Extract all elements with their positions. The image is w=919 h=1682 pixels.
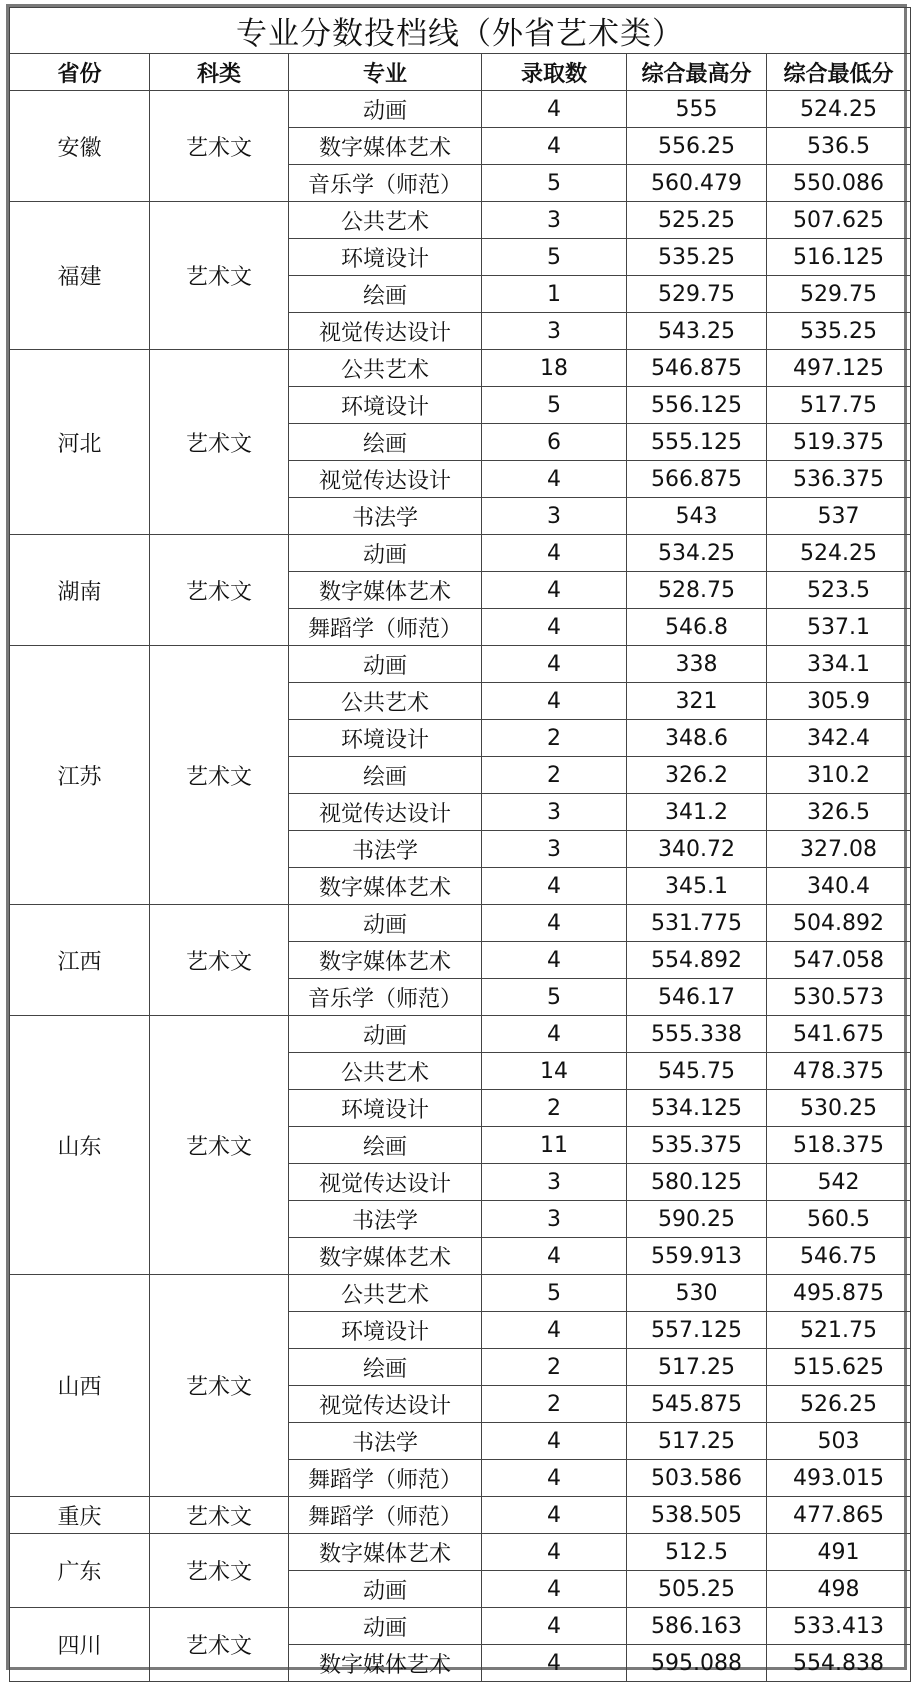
max-score-cell: 326.2 — [627, 757, 767, 794]
category-cell: 艺术文 — [150, 91, 289, 202]
min-score-cell: 504.892 — [767, 905, 911, 942]
max-score-cell: 321 — [627, 683, 767, 720]
table-row — [10, 202, 911, 239]
major-cell: 公共艺术 — [289, 1053, 482, 1090]
min-score-cell: 516.125 — [767, 239, 911, 276]
admitted-cell: 2 — [482, 1349, 627, 1386]
max-score-cell: 560.479 — [627, 165, 767, 202]
min-score-cell: 326.5 — [767, 794, 911, 831]
table-row — [10, 91, 911, 128]
province-cell: 四川 — [10, 1608, 150, 1682]
major-cell: 数字媒体艺术 — [289, 572, 482, 609]
header-row — [10, 54, 911, 91]
admitted-cell: 18 — [482, 350, 627, 387]
min-score-cell: 503 — [767, 1423, 911, 1460]
category-cell: 艺术文 — [150, 1275, 289, 1497]
max-score-cell: 555.338 — [627, 1016, 767, 1053]
major-cell: 书法学 — [289, 498, 482, 535]
admitted-cell: 5 — [482, 165, 627, 202]
category-cell: 艺术文 — [150, 202, 289, 350]
max-score-cell: 590.25 — [627, 1201, 767, 1238]
admitted-cell: 5 — [482, 1275, 627, 1312]
min-score-cell: 523.5 — [767, 572, 911, 609]
table-row — [10, 1608, 911, 1645]
min-score-cell: 536.375 — [767, 461, 911, 498]
max-score-cell: 546.17 — [627, 979, 767, 1016]
admitted-cell: 4 — [482, 1571, 627, 1608]
admitted-cell: 3 — [482, 313, 627, 350]
min-score-cell: 535.25 — [767, 313, 911, 350]
admitted-cell: 4 — [482, 1534, 627, 1571]
province-cell: 山西 — [10, 1275, 150, 1497]
max-score-cell: 534.125 — [627, 1090, 767, 1127]
max-score-cell: 557.125 — [627, 1312, 767, 1349]
admitted-cell: 4 — [482, 461, 627, 498]
major-cell: 书法学 — [289, 1423, 482, 1460]
max-score-cell: 531.775 — [627, 905, 767, 942]
major-cell: 视觉传达设计 — [289, 461, 482, 498]
min-score-cell: 477.865 — [767, 1497, 911, 1534]
max-score-cell: 556.125 — [627, 387, 767, 424]
min-score-cell: 495.875 — [767, 1275, 911, 1312]
province-cell: 湖南 — [10, 535, 150, 646]
max-score-cell: 517.25 — [627, 1349, 767, 1386]
major-cell: 公共艺术 — [289, 683, 482, 720]
header-major: 专业 — [289, 54, 482, 91]
max-score-cell: 338 — [627, 646, 767, 683]
min-score-cell: 547.058 — [767, 942, 911, 979]
major-cell: 绘画 — [289, 1349, 482, 1386]
min-score-cell: 530.573 — [767, 979, 911, 1016]
min-score-cell: 550.086 — [767, 165, 911, 202]
min-score-cell: 524.25 — [767, 535, 911, 572]
table-row — [10, 1016, 911, 1053]
admitted-cell: 4 — [482, 535, 627, 572]
province-cell: 重庆 — [10, 1497, 150, 1534]
major-cell: 视觉传达设计 — [289, 313, 482, 350]
min-score-cell: 524.25 — [767, 91, 911, 128]
major-cell: 书法学 — [289, 831, 482, 868]
major-cell: 环境设计 — [289, 1090, 482, 1127]
min-score-cell: 340.4 — [767, 868, 911, 905]
table-row — [10, 1497, 911, 1534]
max-score-cell: 505.25 — [627, 1571, 767, 1608]
major-cell: 环境设计 — [289, 239, 482, 276]
header-admitted: 录取数 — [482, 54, 627, 91]
min-score-cell: 521.75 — [767, 1312, 911, 1349]
min-score-cell: 560.5 — [767, 1201, 911, 1238]
admitted-cell: 2 — [482, 720, 627, 757]
admitted-cell: 4 — [482, 1460, 627, 1497]
major-cell: 环境设计 — [289, 720, 482, 757]
admitted-cell: 4 — [482, 572, 627, 609]
province-cell: 江苏 — [10, 646, 150, 905]
max-score-cell: 543.25 — [627, 313, 767, 350]
major-cell: 绘画 — [289, 276, 482, 313]
header-province: 省份 — [10, 54, 150, 91]
admitted-cell: 4 — [482, 609, 627, 646]
major-cell: 数字媒体艺术 — [289, 868, 482, 905]
major-cell: 数字媒体艺术 — [289, 1238, 482, 1275]
table-row — [10, 350, 911, 387]
min-score-cell: 530.25 — [767, 1090, 911, 1127]
min-score-cell: 537.1 — [767, 609, 911, 646]
major-cell: 动画 — [289, 535, 482, 572]
max-score-cell: 517.25 — [627, 1423, 767, 1460]
max-score-cell: 348.6 — [627, 720, 767, 757]
max-score-cell: 556.25 — [627, 128, 767, 165]
major-cell: 动画 — [289, 91, 482, 128]
min-score-cell: 533.413 — [767, 1608, 911, 1645]
max-score-cell: 543 — [627, 498, 767, 535]
admitted-cell: 3 — [482, 1164, 627, 1201]
min-score-cell: 491 — [767, 1534, 911, 1571]
table-row — [10, 1534, 911, 1571]
major-cell: 绘画 — [289, 757, 482, 794]
min-score-cell: 334.1 — [767, 646, 911, 683]
header-min-score: 综合最低分 — [767, 54, 911, 91]
max-score-cell: 538.505 — [627, 1497, 767, 1534]
major-cell: 动画 — [289, 1571, 482, 1608]
admitted-cell: 4 — [482, 1423, 627, 1460]
province-cell: 安徽 — [10, 91, 150, 202]
province-cell: 江西 — [10, 905, 150, 1016]
admitted-cell: 5 — [482, 387, 627, 424]
min-score-cell: 305.9 — [767, 683, 911, 720]
admitted-cell: 1 — [482, 276, 627, 313]
max-score-cell: 525.25 — [627, 202, 767, 239]
max-score-cell: 535.375 — [627, 1127, 767, 1164]
min-score-cell: 554.838 — [767, 1645, 911, 1682]
min-score-cell: 517.75 — [767, 387, 911, 424]
min-score-cell: 542 — [767, 1164, 911, 1201]
min-score-cell: 515.625 — [767, 1349, 911, 1386]
admitted-cell: 4 — [482, 128, 627, 165]
max-score-cell: 529.75 — [627, 276, 767, 313]
max-score-cell: 586.163 — [627, 1608, 767, 1645]
min-score-cell: 478.375 — [767, 1053, 911, 1090]
table-row — [10, 1275, 911, 1312]
major-cell: 动画 — [289, 1608, 482, 1645]
major-cell: 舞蹈学（师范） — [289, 1460, 482, 1497]
admitted-cell: 3 — [482, 202, 627, 239]
major-cell: 绘画 — [289, 1127, 482, 1164]
header-category: 科类 — [150, 54, 289, 91]
max-score-cell: 512.5 — [627, 1534, 767, 1571]
major-cell: 数字媒体艺术 — [289, 1645, 482, 1682]
admitted-cell: 4 — [482, 683, 627, 720]
admitted-cell: 4 — [482, 868, 627, 905]
table-title: 专业分数投档线（外省艺术类） — [10, 8, 911, 54]
major-cell: 舞蹈学（师范） — [289, 609, 482, 646]
max-score-cell: 534.25 — [627, 535, 767, 572]
max-score-cell: 559.913 — [627, 1238, 767, 1275]
major-cell: 环境设计 — [289, 1312, 482, 1349]
min-score-cell: 498 — [767, 1571, 911, 1608]
province-cell: 福建 — [10, 202, 150, 350]
admitted-cell: 4 — [482, 1608, 627, 1645]
major-cell: 书法学 — [289, 1201, 482, 1238]
major-cell: 绘画 — [289, 424, 482, 461]
max-score-cell: 566.875 — [627, 461, 767, 498]
category-cell: 艺术文 — [150, 350, 289, 535]
min-score-cell: 541.675 — [767, 1016, 911, 1053]
major-cell: 舞蹈学（师范） — [289, 1497, 482, 1534]
category-cell: 艺术文 — [150, 1016, 289, 1275]
header-max-score: 综合最高分 — [627, 54, 767, 91]
admitted-cell: 4 — [482, 1312, 627, 1349]
max-score-cell: 546.8 — [627, 609, 767, 646]
min-score-cell: 518.375 — [767, 1127, 911, 1164]
min-score-cell: 310.2 — [767, 757, 911, 794]
max-score-cell: 555 — [627, 91, 767, 128]
min-score-cell: 519.375 — [767, 424, 911, 461]
min-score-cell: 327.08 — [767, 831, 911, 868]
max-score-cell: 545.875 — [627, 1386, 767, 1423]
admitted-cell: 4 — [482, 1238, 627, 1275]
admitted-cell: 2 — [482, 1386, 627, 1423]
admitted-cell: 4 — [482, 1016, 627, 1053]
admitted-cell: 6 — [482, 424, 627, 461]
admitted-cell: 4 — [482, 1645, 627, 1682]
major-cell: 动画 — [289, 1016, 482, 1053]
admitted-cell: 5 — [482, 239, 627, 276]
admitted-cell: 3 — [482, 794, 627, 831]
admitted-cell: 3 — [482, 831, 627, 868]
major-cell: 公共艺术 — [289, 350, 482, 387]
max-score-cell: 341.2 — [627, 794, 767, 831]
min-score-cell: 497.125 — [767, 350, 911, 387]
score-table — [9, 7, 911, 1682]
max-score-cell: 345.1 — [627, 868, 767, 905]
major-cell: 音乐学（师范） — [289, 979, 482, 1016]
max-score-cell: 545.75 — [627, 1053, 767, 1090]
max-score-cell: 555.125 — [627, 424, 767, 461]
max-score-cell: 340.72 — [627, 831, 767, 868]
max-score-cell: 546.875 — [627, 350, 767, 387]
major-cell: 数字媒体艺术 — [289, 128, 482, 165]
major-cell: 数字媒体艺术 — [289, 1534, 482, 1571]
major-cell: 视觉传达设计 — [289, 794, 482, 831]
category-cell: 艺术文 — [150, 535, 289, 646]
min-score-cell: 529.75 — [767, 276, 911, 313]
min-score-cell: 536.5 — [767, 128, 911, 165]
admitted-cell: 4 — [482, 905, 627, 942]
province-cell: 河北 — [10, 350, 150, 535]
table-row — [10, 646, 911, 683]
admitted-cell: 4 — [482, 646, 627, 683]
min-score-cell: 342.4 — [767, 720, 911, 757]
category-cell: 艺术文 — [150, 1534, 289, 1608]
admitted-cell: 14 — [482, 1053, 627, 1090]
province-cell: 山东 — [10, 1016, 150, 1275]
category-cell: 艺术文 — [150, 1608, 289, 1682]
min-score-cell: 546.75 — [767, 1238, 911, 1275]
table-row — [10, 535, 911, 572]
province-cell: 广东 — [10, 1534, 150, 1608]
category-cell: 艺术文 — [150, 1497, 289, 1534]
admitted-cell: 4 — [482, 942, 627, 979]
major-cell: 数字媒体艺术 — [289, 942, 482, 979]
major-cell: 公共艺术 — [289, 202, 482, 239]
category-cell: 艺术文 — [150, 646, 289, 905]
major-cell: 视觉传达设计 — [289, 1164, 482, 1201]
max-score-cell: 530 — [627, 1275, 767, 1312]
admitted-cell: 4 — [482, 91, 627, 128]
major-cell: 环境设计 — [289, 387, 482, 424]
max-score-cell: 503.586 — [627, 1460, 767, 1497]
major-cell: 音乐学（师范） — [289, 165, 482, 202]
score-table-frame — [6, 4, 907, 1678]
min-score-cell: 507.625 — [767, 202, 911, 239]
table-body — [10, 91, 911, 1682]
max-score-cell: 528.75 — [627, 572, 767, 609]
major-cell: 动画 — [289, 905, 482, 942]
category-cell: 艺术文 — [150, 905, 289, 1016]
major-cell: 公共艺术 — [289, 1275, 482, 1312]
table-row — [10, 905, 911, 942]
admitted-cell: 2 — [482, 757, 627, 794]
max-score-cell: 595.088 — [627, 1645, 767, 1682]
admitted-cell: 5 — [482, 979, 627, 1016]
admitted-cell: 4 — [482, 1497, 627, 1534]
min-score-cell: 526.25 — [767, 1386, 911, 1423]
admitted-cell: 3 — [482, 498, 627, 535]
admitted-cell: 2 — [482, 1090, 627, 1127]
max-score-cell: 580.125 — [627, 1164, 767, 1201]
major-cell: 动画 — [289, 646, 482, 683]
major-cell: 视觉传达设计 — [289, 1386, 482, 1423]
max-score-cell: 535.25 — [627, 239, 767, 276]
admitted-cell: 11 — [482, 1127, 627, 1164]
min-score-cell: 537 — [767, 498, 911, 535]
min-score-cell: 493.015 — [767, 1460, 911, 1497]
max-score-cell: 554.892 — [627, 942, 767, 979]
admitted-cell: 3 — [482, 1201, 627, 1238]
